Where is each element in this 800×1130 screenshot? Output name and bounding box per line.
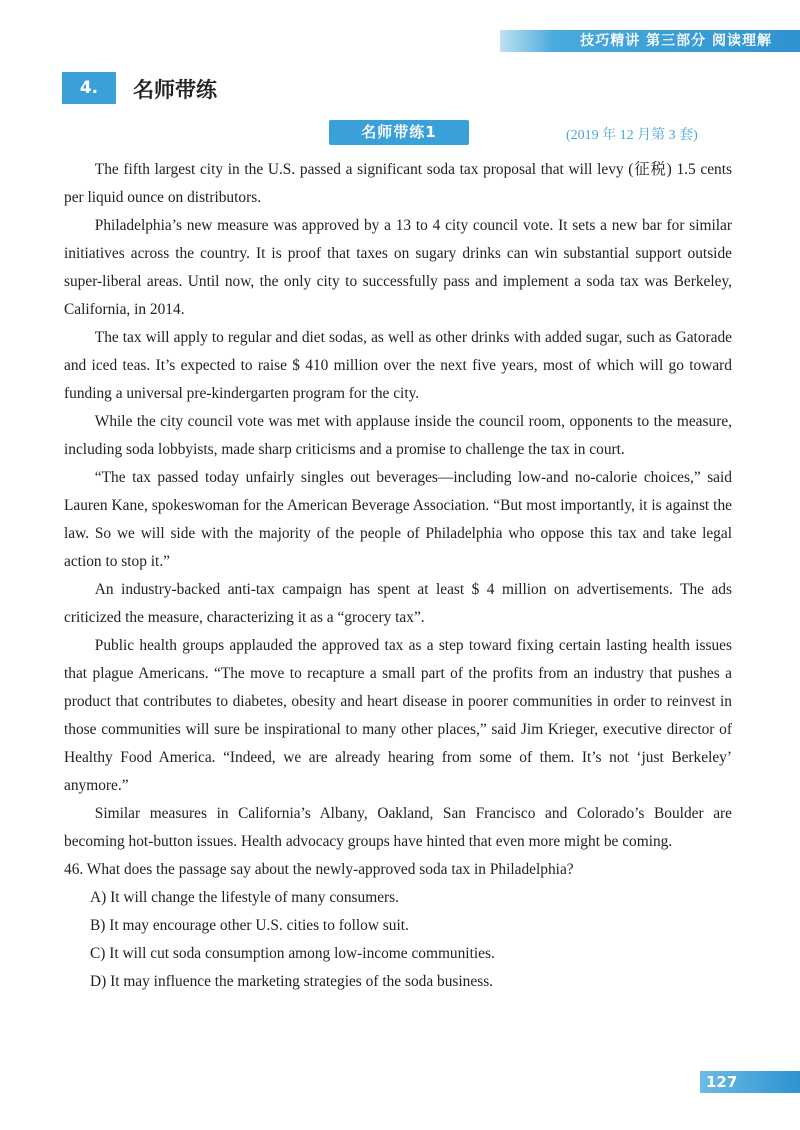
section-number: 4. [62, 72, 116, 104]
passage-content [64, 156, 732, 996]
option-d: D) It may influence the marketing strategies of the soda business. [90, 973, 494, 990]
paragraph-7: Public health groups applauded the approved tax as a step toward fixing certain lasting health issues that plague Americans. “The move to recapture a small part of the profits from an industry that pushes a product that contributes to diabetes, obesity and heart disease in poorer communities in order to reinvest in those communities will sure be inspirational to many other places,” said Jim Krieger, executive director of Healthy Food America. “Indeed, we are already hearing from some of them. It’s not ‘just Berkeley’ anymore.” [64, 637, 732, 794]
exercise-badge: 名师带练1 [329, 120, 469, 145]
page-number: 127 [700, 1071, 800, 1093]
option-b: B) It may encourage other U.S. cities to follow suit. [90, 917, 409, 934]
paragraph-1: The fifth largest city in the U.S. passed a significant soda tax proposal that will levy (征税) 1.5 cents per liquid ounce on distributors. [64, 161, 732, 206]
running-header: 技巧精讲 第三部分 阅读理解 [500, 30, 800, 52]
paragraph-5: “The tax passed today unfairly singles out beverages—including low-and no-calorie choices,” said Lauren Kane, spokeswoman for the American Beverage Association. “But most importantly, it is against the law. So we will side with the majority of the people of Philadelphia who oppose this tax and take legal action to stop it.” [64, 469, 732, 570]
exercise-source: (2019 年 12 月第 3 套) [566, 128, 698, 143]
paragraph-3: The tax will apply to regular and diet sodas, as well as other drinks with added sugar, such as Gatorade and iced teas. It’s expected to raise $ 410 million over the next five years, most of which will go toward funding a universal pre-kindergarten program for the city. [64, 329, 732, 402]
paragraph-8: Similar measures in California’s Albany, Oakland, San Francisco and Colorado’s Boulder are becoming hot-button issues. Health advocacy groups have hinted that even more might be coming. [64, 805, 732, 850]
paragraph-6: An industry-backed anti-tax campaign has spent at least $ 4 million on advertisements. The ads criticized the measure, characterizing it as a “grocery tax”. [64, 581, 732, 626]
option-a: A) It will change the lifestyle of many consumers. [90, 889, 400, 906]
question-stem: 46. What does the passage say about the newly-approved soda tax in Philadelphia? [64, 861, 574, 878]
paragraph-4: While the city council vote was met with applause inside the council room, opponents to the measure, including soda lobbyists, made sharp criticisms and a promise to challenge the tax in court. [64, 413, 732, 458]
paragraph-2: Philadelphia’s new measure was approved by a 13 to 4 city council vote. It sets a new bar for similar initiatives across the country. It is proof that taxes on sugary drinks can win substantial support outside super-liberal areas. Until now, the only city to successfully pass and implement a soda tax was Berkeley, California, in 2014. [64, 217, 732, 318]
option-c: C) It will cut soda consumption among low-income communities. [90, 945, 495, 962]
section-title: 名师带练 [133, 78, 217, 102]
